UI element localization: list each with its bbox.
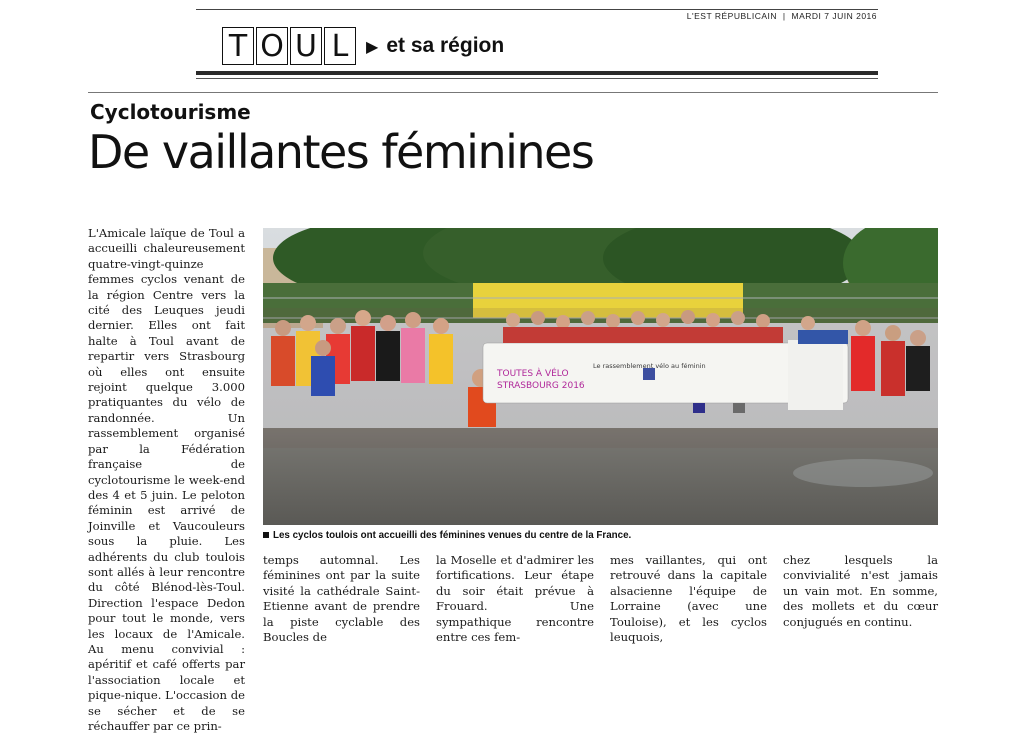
banner-text-left-2: STRASBOURG 2016: [497, 381, 585, 391]
section-letter: L: [324, 27, 356, 65]
group-photo: [263, 228, 938, 525]
section-header: [222, 27, 504, 65]
photo-caption-text: Les cyclos toulois ont accueilli des féminines venues du centre de la France.: [273, 530, 632, 541]
section-suffix: et sa région: [386, 34, 505, 57]
section-letter: T: [222, 27, 254, 65]
page-rule: [88, 92, 938, 93]
photo-caption: [263, 530, 631, 541]
article-kicker: Cyclotourisme: [90, 100, 251, 124]
banner-text-right: Le rassemblement vélo au féminin: [593, 362, 706, 370]
article-column-1: L'Amicale laïque de Toul a accueilli chaleureusement quatre-vingt-quinze femmes cyclos venant de la région Centre vers la cité des Leuques jeudi dernier. Elles ont fait halte à Toul avant de repartir vers Strasbourg où elles ont ensuite rejoint quelque 3.000 pratiquantes du vélo de randonnée. Un rassemblement organisé par la Fédération française de cyclotourisme le week-end des 4 et 5 juin. Le peloton féminin est arrivé de Joinville et Vaucouleurs sous la pluie. Les adhérents du club toulois sont allés à leur rencontre du côté Blénod-lès-Toul. Direction l'espace Dedon pour tout le monde, vers les locaux de l'Amicale. Au menu convivial : apéritif et café offerts par l'association locale et pique-nique. L'occasion de se sécher et de se réchauffer par ce prin-: [88, 226, 245, 733]
section-rule-thick: [196, 71, 878, 75]
section-rule-thin: [196, 78, 878, 79]
article-column-3: la Moselle et d'admirer les fortifications. Leur étape du soir était prévue à Frouard. Une sympathique rencontre entre ces fem-: [436, 553, 594, 645]
masthead-top-rule: [196, 9, 878, 10]
triangle-right-icon: ▶: [366, 36, 379, 56]
caption-square-icon: [263, 532, 269, 538]
publication-line: [687, 11, 877, 21]
article-headline: De vaillantes féminines: [88, 125, 594, 179]
newspaper-name: L'EST RÉPUBLICAIN: [686, 11, 778, 21]
article-column-5: chez lesquels la convivialité n'est jamais un vain mot. En somme, des mollets et du cœur conjugués en continu.: [783, 553, 938, 629]
banner-text-left: TOUTES À VÉLO: [497, 369, 569, 379]
article-column-2: temps automnal. Les féminines ont par la suite visité la cathédrale Saint-Etienne avant de prendre la piste cyclable des Boucles de: [263, 553, 420, 645]
section-letter: O: [256, 27, 288, 65]
separator: |: [782, 11, 786, 21]
group-photo-illustration: [263, 228, 938, 525]
section-letter: U: [290, 27, 322, 65]
issue-date: MARDI 7 JUIN 2016: [791, 11, 877, 21]
article-column-4: mes vaillantes, qui ont retrouvé dans la capitale alsacienne l'équipe de Lorraine (avec une Touloise), et les cyclos leuquois,: [610, 553, 767, 645]
